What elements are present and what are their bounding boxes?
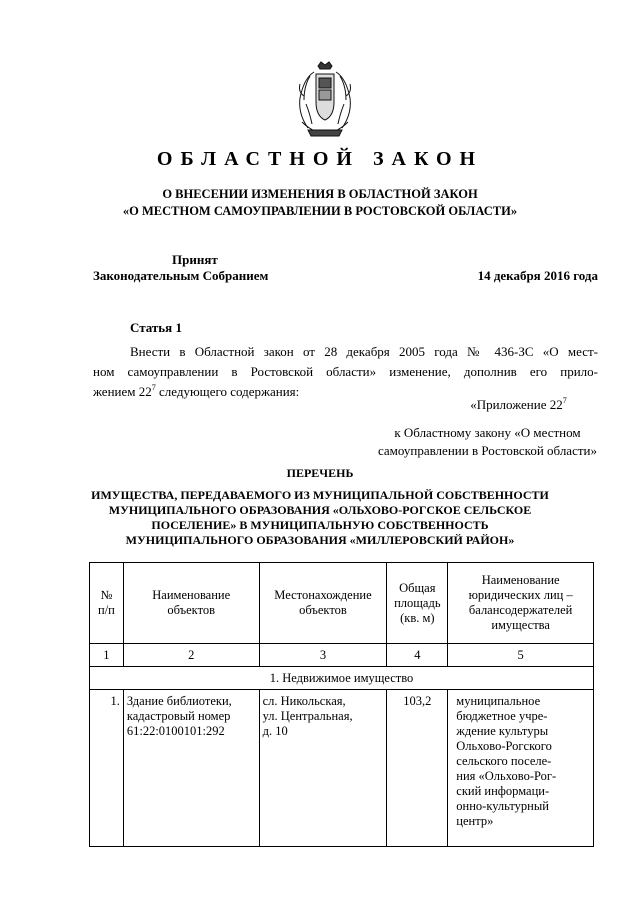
cell-line: центр»	[456, 814, 494, 828]
column-number-row	[90, 644, 594, 667]
cell-line: ния «Ольхово-Рог-	[456, 769, 557, 783]
superscript: 7	[562, 396, 567, 405]
section-title: 1. Недвижимое имущество	[90, 667, 594, 690]
header-text: Местонахождение	[274, 588, 372, 602]
article-text: следующего содержания:	[155, 384, 300, 399]
header-text: имущества	[491, 618, 550, 632]
law-subtitle	[0, 186, 640, 220]
header-text: Наименование	[152, 588, 231, 602]
header-text: Наименование	[481, 573, 560, 587]
header-text: площадь	[394, 595, 441, 610]
list-title: ПЕРЕЧЕНЬ	[286, 466, 354, 480]
header-text: юридических лиц –	[468, 588, 573, 602]
cell-line: ждение культуры	[456, 724, 549, 738]
article-line: ном самоуправлении в Ростовской области» изменение, дополнив его прило-	[93, 364, 598, 379]
cell-line: онно-культурный	[456, 799, 549, 813]
column-number: 3	[259, 644, 387, 667]
section-row	[90, 667, 594, 690]
cell-line: сельского поселе-	[456, 754, 552, 768]
cell-line: бюджетное учре-	[456, 709, 548, 723]
area-cell: 103,2	[387, 690, 448, 847]
cell-line: д. 10	[262, 724, 288, 738]
law-title: ОБЛАСТНОЙ ЗАКОН	[156, 148, 484, 170]
article-line: Внести в Областной закон от 28 декабря 2005 года № 436-ЗС «О мест-	[130, 344, 598, 359]
column-number: 2	[123, 644, 259, 667]
header-text: №	[100, 588, 113, 602]
assembly-label: Законодательным Собранием	[93, 268, 269, 283]
header-cell	[123, 563, 259, 644]
accepted-label: Принят	[172, 252, 218, 267]
header-text: балансодержателей	[468, 603, 573, 617]
cell-line: ул. Центральная,	[262, 709, 353, 723]
property-table	[89, 562, 594, 847]
column-number: 5	[448, 644, 594, 667]
list-subtitle	[0, 488, 640, 548]
article-body	[93, 342, 598, 402]
appendix-line	[378, 396, 597, 414]
object-name-cell	[123, 690, 259, 847]
header-text: объектов	[299, 603, 347, 617]
column-number: 4	[387, 644, 448, 667]
cell-line: кадастровый номер	[126, 709, 231, 723]
cell-line: Здание библиотеки,	[126, 694, 232, 708]
header-cell	[90, 563, 124, 644]
list-subtitle-line: ИМУЩЕСТВА, ПЕРЕДАВАЕМОГО ИЗ МУНИЦИПАЛЬНОЙ СОБСТВЕННОСТИ	[91, 488, 549, 502]
header-cell	[259, 563, 387, 644]
subtitle-line: О ВНЕСЕНИИ ИЗМЕНЕНИЯ В ОБЛАСТНОЙ ЗАКОН	[162, 187, 478, 201]
header-text: Общая	[399, 580, 436, 595]
list-subtitle-line: МУНИЦИПАЛЬНОГО ОБРАЗОВАНИЯ «ОЛЬХОВО-РОГСКОЕ СЕЛЬСКОЕ	[108, 503, 532, 517]
cell-line: Ольхово-Рогского	[456, 739, 552, 753]
cell-line: ский информаци-	[456, 784, 550, 798]
coat-of-arms-icon	[296, 60, 354, 140]
list-subtitle-line: МУНИЦИПАЛЬНОГО ОБРАЗОВАНИЯ «МИЛЛЕРОВСКИЙ РАЙОН»	[125, 533, 515, 547]
cell-line: сл. Никольская,	[262, 694, 346, 708]
header-cell	[387, 563, 448, 644]
adoption-date: 14 декабря 2016 года	[477, 268, 598, 283]
superscript: 7	[151, 383, 156, 392]
article-text: жением 22	[93, 384, 152, 399]
header-cell	[448, 563, 594, 644]
row-number: 1.	[90, 690, 124, 847]
column-number: 1	[90, 644, 124, 667]
appendix-line: к Областному закону «О местном	[394, 425, 581, 440]
header-text: (кв. м)	[400, 610, 435, 625]
subtitle-line: «О МЕСТНОМ САМОУПРАВЛЕНИИ В РОСТОВСКОЙ ОБЛАСТИ»	[122, 204, 518, 218]
table-header-row	[90, 563, 594, 644]
object-location-cell	[259, 690, 387, 847]
cell-line: 61:22:0100101:292	[126, 724, 225, 738]
table-row	[90, 690, 594, 847]
header-text: п/п	[98, 603, 115, 617]
appendix-line: самоуправлении в Ростовской области»	[377, 443, 597, 458]
appendix-reference	[378, 396, 597, 460]
appendix-text: «Приложение 22	[470, 397, 563, 412]
header-text: объектов	[167, 603, 216, 617]
holder-cell	[448, 690, 594, 847]
cell-line: муниципальное	[456, 694, 541, 708]
article-heading: Статья 1	[130, 320, 182, 335]
list-subtitle-line: ПОСЕЛЕНИЕ» В МУНИЦИПАЛЬНУЮ СОБСТВЕННОСТЬ	[151, 518, 489, 532]
